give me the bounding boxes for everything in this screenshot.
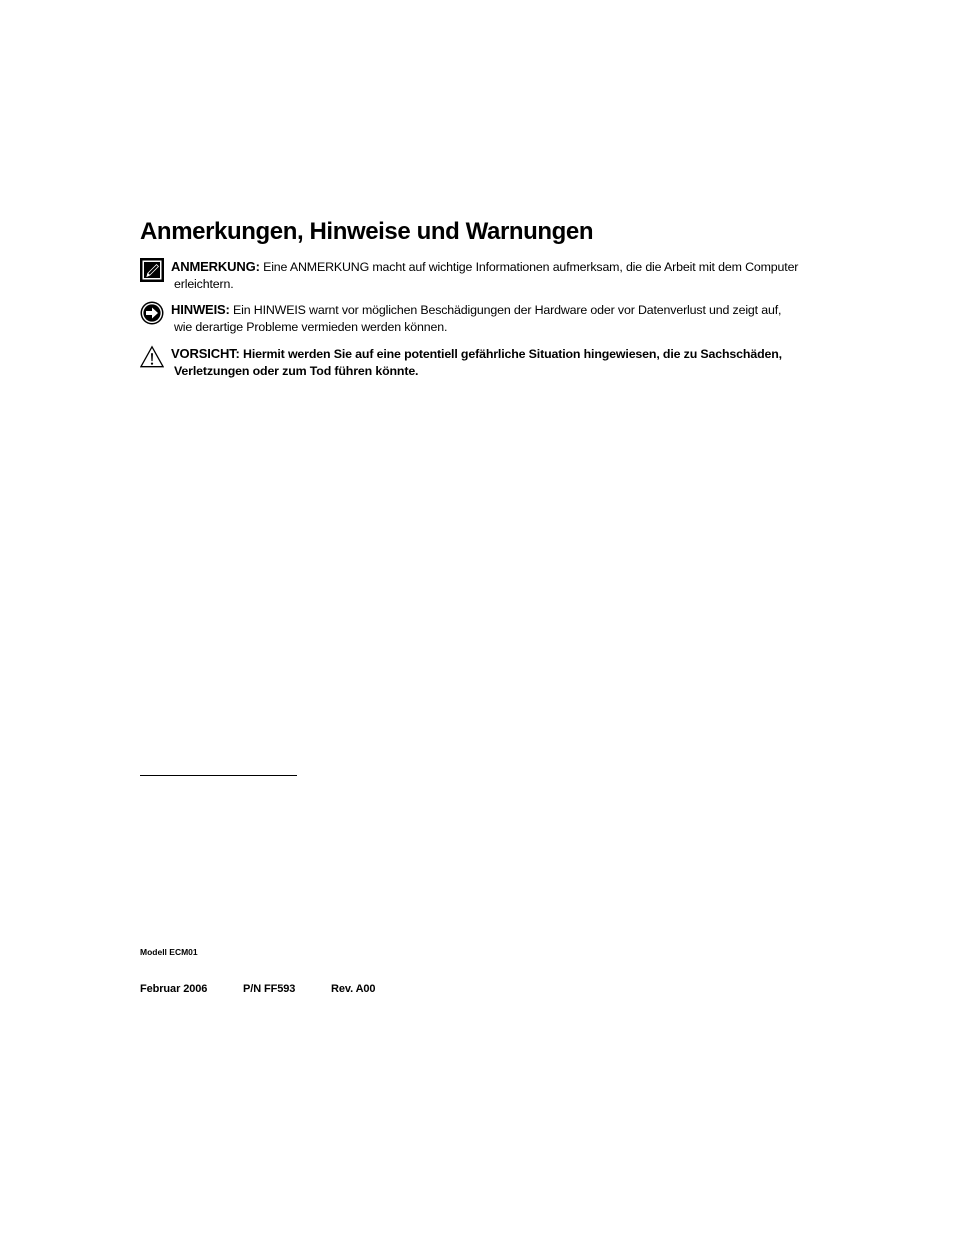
note-pencil-icon xyxy=(140,258,164,282)
note-text xyxy=(172,258,840,293)
part-number: P/N FF593 xyxy=(243,983,296,995)
notice-body-line-2: wie derartige Probleme vermieden werden können. xyxy=(174,320,448,334)
note-body-line-1: Eine ANMERKUNG macht auf wichtige Informationen aufmerksam, die die Arbeit mit dem Computer xyxy=(263,260,799,274)
footnote-divider xyxy=(140,775,297,776)
caution-label: VORSICHT: xyxy=(171,346,240,361)
caution-block xyxy=(140,345,840,380)
notice-block xyxy=(140,301,840,336)
caution-body-line-2: Verletzungen oder zum Tod führen könnte. xyxy=(174,364,419,378)
note-label: ANMERKUNG: xyxy=(171,259,260,274)
notice-text xyxy=(172,301,840,336)
revision: Rev. A00 xyxy=(331,983,376,995)
notice-arrow-icon xyxy=(140,301,164,325)
model-number: Modell ECM01 xyxy=(140,947,198,957)
notice-label: HINWEIS: xyxy=(171,302,230,317)
notice-body-line-1: Ein HINWEIS warnt vor möglichen Beschädigungen der Hardware oder vor Datenverlust und zeigt auf, xyxy=(233,303,782,317)
caution-body-line-1: Hiermit werden Sie auf eine potentiell gefährliche Situation hingewiesen, die zu Sachschäden, xyxy=(243,347,782,361)
publication-date: Februar 2006 xyxy=(140,983,208,995)
note-body-line-2: erleichtern. xyxy=(174,277,234,291)
page-title: Anmerkungen, Hinweise und Warnungen xyxy=(140,218,594,245)
note-block xyxy=(140,258,840,293)
caution-triangle-icon xyxy=(140,345,164,369)
caution-text xyxy=(172,345,840,380)
